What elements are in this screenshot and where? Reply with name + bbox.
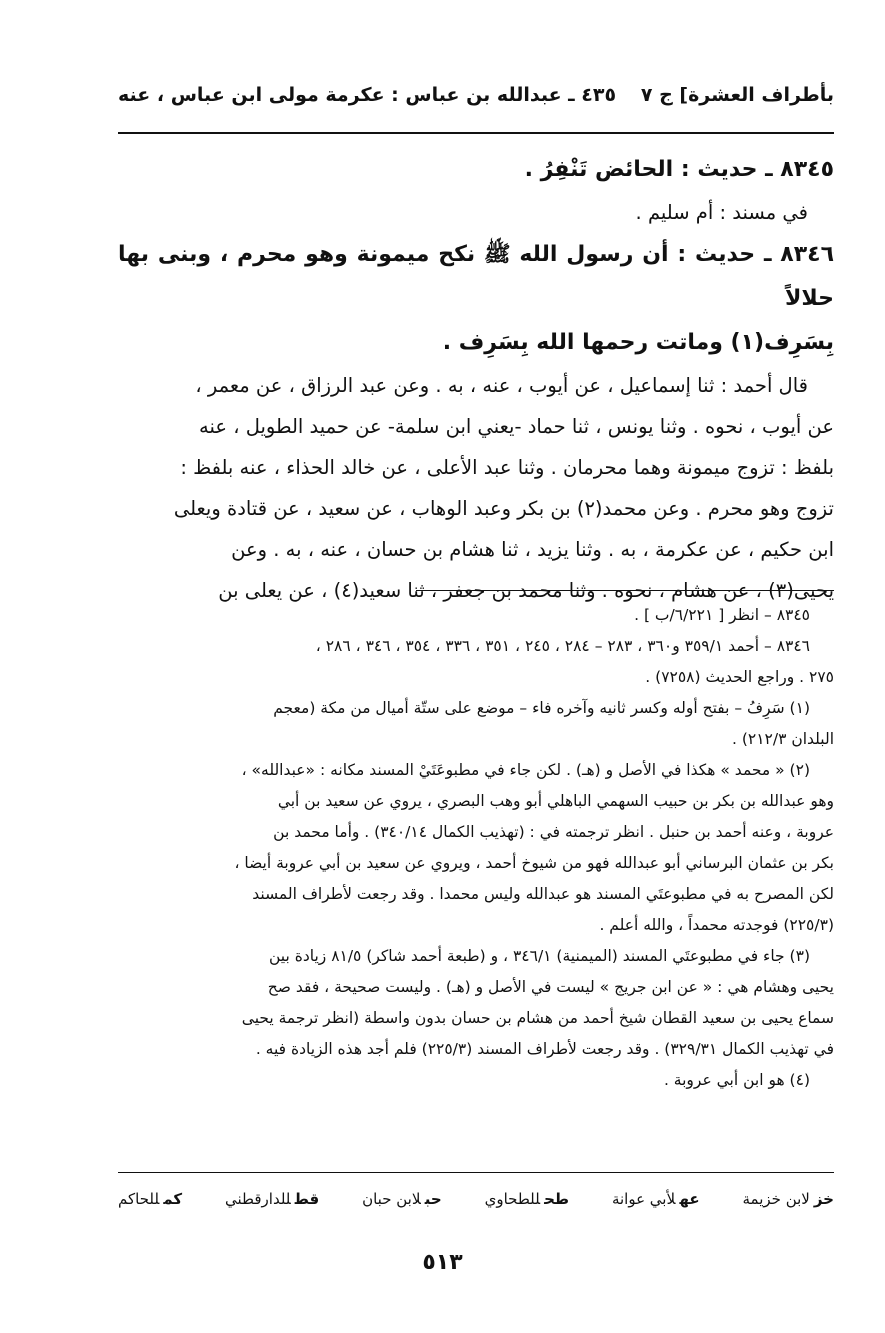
footnote-line: عروبة ، وعنه أحمد بن حنبل . انظر ترجمته في : (تهذيب الكمال ٣٤٠/١٤) . وأما محمد بن	[273, 823, 834, 841]
footnote-line: (١) سَرِفُ – بفتح أوله وكسر ثانيه وآخره فاء – موضع على ستّة أميال من مكة (معجم	[273, 699, 810, 717]
isnad-line: عن أيوب ، نحوه . وثنا يونس ، ثنا حماد -يعني ابن سلمة- عن حميد الطويل ، عنه	[199, 415, 834, 438]
footnote-line: (٤) هو ابن أبي عروبة .	[663, 1071, 810, 1089]
footnote-line: (٢٢٥/٣) فوجدته محمداً ، والله أعلم .	[599, 916, 834, 934]
footnote-line: (٣) جاء في مطبوعتَي المسند (الميمنية) ٣٤٦/١ ، و (طبعة أحمد شاكر) ٨١/٥ زيادة بين	[268, 947, 810, 965]
isnad-line: تزوج وهو محرم . وعن محمد(٢) بن بكر وعبد الوهاب ، عن سعيد ، عن قتادة ويعلى	[173, 497, 834, 520]
footnote-line: ٨٣٤٥ – انظر [ ٦/٢٢١/ب ] .	[634, 606, 810, 624]
footnote-line: لكن المصرح به في مطبوعتَي المسند هو عبدالله وليس محمدا . وقد رجعت لأطراف المسند	[252, 885, 834, 903]
footnote-line: سماع يحيى بن سعيد القطان شيخ أحمد من هشام بن حسان بدون واسطة (انظر ترجمة يحيى	[241, 1009, 834, 1027]
footnote-line: بكر بن عثمان البرساني أبو عبدالله فهو من شيوخ أحمد ، ويروي عن سعيد بن أبي عروبة أيضا ،	[234, 854, 834, 872]
header-chapter: ٤٣٥ ـ عبدالله بن عباس : عكرمة مولى ابن عباس ، عنه	[118, 84, 617, 106]
page-number: ٥١٣	[422, 1250, 463, 1275]
isnad-line: قال أحمد : ثنا إسماعيل ، عن أيوب ، عنه ، به . وعن عبد الرزاق ، عن معمر ،	[195, 374, 808, 397]
abbrev-item: خزلابن خزيمة	[742, 1190, 834, 1208]
isnad-line: بلفظ : تزوج ميمونة وهما محرمان . وثنا عبد الأعلى ، عن خالد الحذاء ، عنه بلفظ :	[180, 456, 834, 479]
footnote-line: ٢٧٥ . وراجع الحديث (٧٢٥٨) .	[645, 668, 834, 686]
footnote-line: البلدان ٢١٢/٣) .	[731, 730, 834, 748]
footnote-line: (٢) « محمد » هكذا في الأصل و (هـ) . لكن جاء في مطبوعَتَيْ المسند مكانه : «عبدالله» ،	[241, 761, 810, 779]
footnote-rule	[416, 590, 834, 591]
abbrev-item: كمللحاكم	[118, 1190, 183, 1208]
running-header	[118, 84, 834, 106]
isnad-line: ابن حكيم ، عن عكرمة ، به . وثنا يزيد ، ثنا هشام بن حسان ، عنه ، به . وعن	[231, 538, 834, 561]
footnote-line: ٨٣٤٦ – أحمد ٣٥٩/١ و٣٦٠ ، ٢٨٣ – ٢٨٤ ، ٢٤٥ ، ٣٥١ ، ٣٣٦ ، ٣٥٤ ، ٣٤٦ ، ٢٨٦ ،	[315, 637, 810, 655]
footnote-line: في تهذيب الكمال ٣٢٩/٣١) . وقد رجعت لأطراف المسند (٢٢٥/٣) فلم أجد هذه الزيادة فيه .	[255, 1040, 834, 1058]
abbrev-item: حبلابن حبان	[362, 1190, 442, 1208]
isnad-line: يحيى(٣) ، عن هشام ، نحوه . وثنا محمد بن جعفر ، ثنا سعيد(٤) ، عن يعلى بن	[218, 579, 834, 602]
main-text	[118, 148, 834, 611]
header-rule	[118, 132, 834, 134]
footnotes	[118, 600, 834, 1096]
abbrev-item: طحللطحاوي	[484, 1190, 570, 1208]
footnote-line: وهو عبدالله بن بكر بن حبيب السهمي الباهلي أبو وهب البصري ، يروي عن سعيد بن أبي	[277, 792, 834, 810]
abbreviations-rule	[118, 1172, 834, 1173]
abbreviations-key	[118, 1190, 834, 1208]
abbrev-item: قطللدارقطني	[225, 1190, 320, 1208]
abbrev-item: عهلأبي عوانة	[611, 1190, 700, 1208]
hadith-8346-title: ٨٣٤٦ ـ حديث : أن رسول الله ﷺ نكح ميمونة وهو محرم ، وبنى بها حلالاً	[118, 242, 834, 311]
hadith-8345-musnad: في مسند : أم سليم .	[635, 201, 808, 224]
header-volume: بأطراف العشرة] ج ٧	[640, 84, 834, 106]
hadith-8346-title-cont: بِسَرِف(١) وماتت رحمها الله بِسَرِف .	[442, 330, 834, 355]
footnote-line: يحيى وهشام هي : « عن ابن جريج » ليست في الأصل و (هـ) . وليست صحيحة ، فقد صح	[267, 978, 834, 996]
hadith-8345-title: ٨٣٤٥ ـ حديث : الحائض تَنْفِرُ .	[524, 157, 834, 182]
